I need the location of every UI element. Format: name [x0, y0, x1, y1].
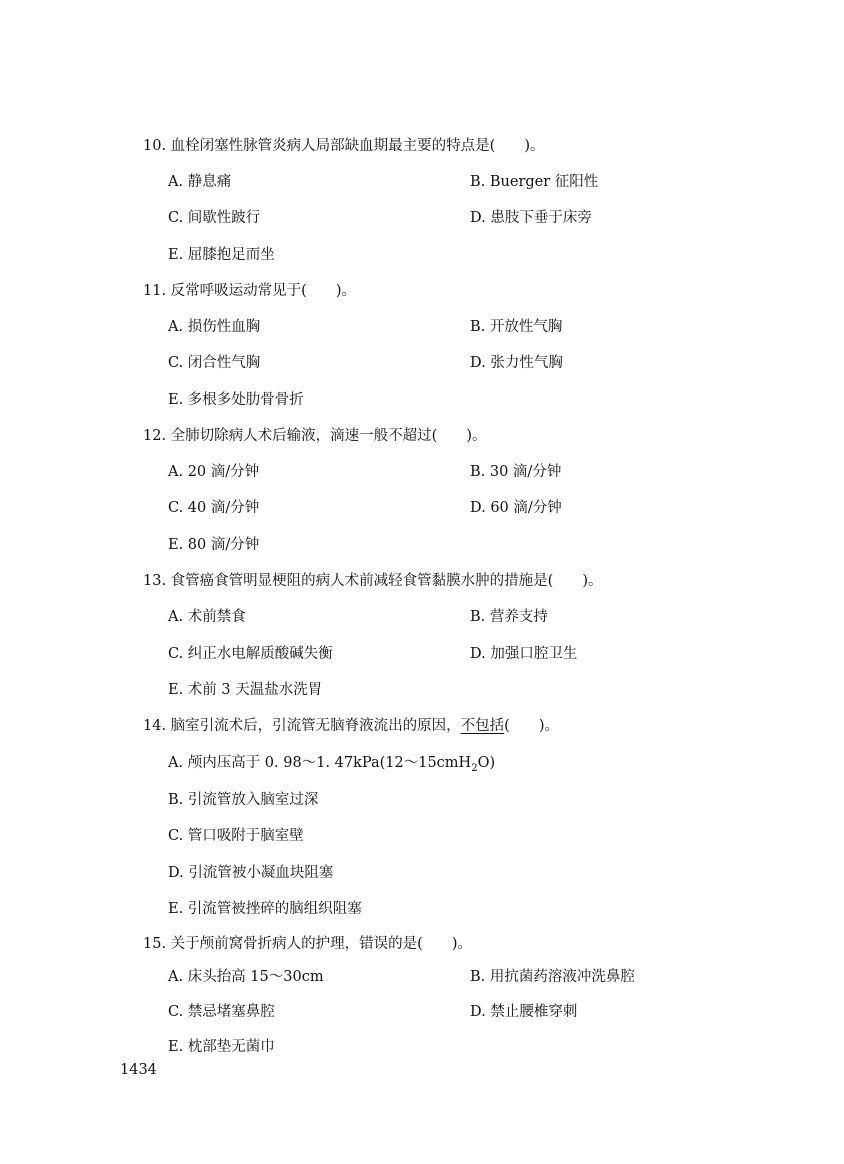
question-12-option-d: D. 60 滴/分钟 — [470, 500, 562, 516]
question-12-option-a: A. 20 滴/分钟 — [168, 464, 260, 480]
question-10-option-e: E. 屈膝抱足而坐 — [168, 247, 275, 263]
question-15-option-c: C. 禁忌堵塞鼻腔 — [168, 1004, 275, 1020]
question-14-stem-start: 14. 脑室引流术后，引流管无脑脊液流出的原因， — [143, 718, 461, 734]
question-14-option-e: E. 引流管被挫碎的脑组织阻塞 — [168, 901, 362, 917]
question-13-option-b: B. 营养支持 — [470, 609, 548, 625]
question-15-option-e: E. 枕部垫无菌巾 — [168, 1039, 275, 1055]
question-11-option-a: A. 损伤性血胸 — [168, 319, 261, 335]
question-12-option-c: C. 40 滴/分钟 — [168, 500, 260, 516]
question-14-option-d: D. 引流管被小凝血块阻塞 — [168, 865, 334, 881]
question-12-stem: 12. 全肺切除病人术后输液，滴速一般不超过( )。 — [143, 428, 487, 444]
question-14-option-c: C. 管口吸附于脑室壁 — [168, 828, 304, 844]
question-15-stem: 15. 关于颅前窝骨折病人的护理，错误的是( )。 — [143, 936, 472, 952]
question-10-option-b: B. Buerger 征阳性 — [470, 174, 599, 190]
question-13-stem: 13. 食管癌食管明显梗阻的病人术前减轻食管黏膜水肿的措施是( )。 — [143, 573, 603, 589]
question-12-option-e: E. 80 滴/分钟 — [168, 537, 260, 553]
question-11-option-e: E. 多根多处肋骨骨折 — [168, 392, 304, 408]
question-14-emphasis: 不包括 — [460, 718, 505, 734]
question-11-option-d: D. 张力性气胸 — [470, 355, 563, 371]
question-14-option-b: B. 引流管放入脑室过深 — [168, 792, 319, 808]
question-15-option-b: B. 用抗菌药溶液冲洗鼻腔 — [470, 969, 635, 985]
question-11-stem: 11. 反常呼吸运动常见于( )。 — [143, 283, 356, 299]
question-11-option-c: C. 闭合性气胸 — [168, 355, 261, 371]
question-13-option-a: A. 术前禁食 — [168, 609, 246, 625]
question-14-stem-end: ( )。 — [504, 718, 559, 734]
question-10-option-d: D. 患肢下垂于床旁 — [470, 210, 592, 226]
question-10-stem: 10. 血栓闭塞性脉管炎病人局部缺血期最主要的特点是( )。 — [143, 138, 545, 154]
question-14-option-a-subscript: 2 — [471, 762, 478, 774]
question-14-option-a — [168, 753, 495, 779]
question-14-option-a-text: A. 颅内压高于 0. 98～1. 47kPa(12～15cmH — [168, 755, 472, 771]
question-14-stem — [143, 716, 763, 736]
question-13-option-e: E. 术前 3 天温盐水洗胃 — [168, 682, 323, 698]
question-12-option-b: B. 30 滴/分钟 — [470, 464, 562, 480]
question-15-option-a: A. 床头抬高 15～30cm — [168, 969, 324, 985]
question-11-option-b: B. 开放性气胸 — [470, 319, 563, 335]
page-number: 1434 — [120, 1062, 157, 1078]
question-15-option-d: D. 禁止腰椎穿刺 — [470, 1004, 578, 1020]
question-10-option-a: A. 静息痛 — [168, 174, 232, 190]
question-10-option-c: C. 间歇性跛行 — [168, 210, 261, 226]
question-13-option-d: D. 加强口腔卫生 — [470, 646, 578, 662]
question-13-option-c: C. 纠正水电解质酸碱失衡 — [168, 646, 333, 662]
question-14-option-a-text-end: O) — [477, 755, 496, 771]
